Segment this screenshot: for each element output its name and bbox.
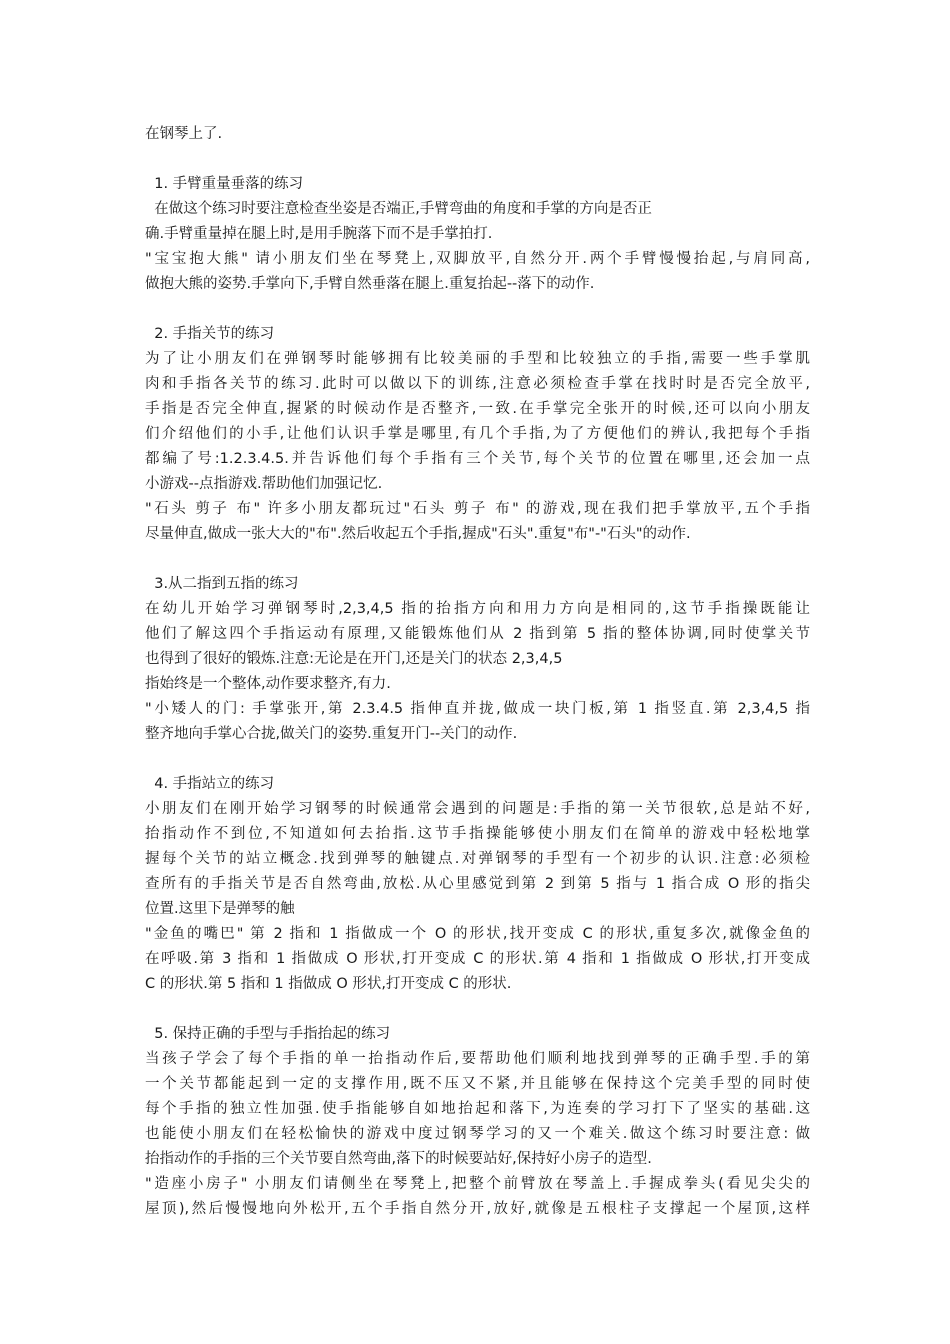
body-text-line: 整齐地向手掌心合拢,做关门的姿势.重复开门--关门的动作.	[145, 726, 518, 742]
paragraph-gap	[145, 547, 810, 572]
body-text-line: 一个关节都能起到一定的支撑作用,既不压又不紧,并且能够在保持这个完美手型的同时使	[145, 1076, 810, 1092]
body-text-line: "宝宝抱大熊" 请小朋友们坐在琴凳上,双脚放平,自然分开.两个手臂慢慢抬起,与肩同高,	[145, 251, 810, 267]
body-text-line: 每个手指的独立性加强.使手指能够自如地抬起和落下,为连奏的学习打下了坚实的基础.这	[145, 1101, 810, 1117]
section-heading: 1. 手臂重量垂落的练习	[145, 176, 304, 192]
body-text-line: 尽量伸直,做成一张大大的"布".然后收起五个手指,握成"石头".重复"布"-"石头"的动作.	[145, 526, 691, 542]
section-heading: 3.从二指到五指的练习	[145, 576, 299, 592]
body-text-line: 在呼吸.第 3 指和 1 指做成 O 形状,打开变成 C 的形状.第 4 指和 1 指做成 O 形状,打开变成	[145, 951, 810, 967]
paragraph-gap	[145, 997, 810, 1022]
body-text-line: "造座小房子" 小朋友们请侧坐在琴凳上,把整个前臂放在琴盖上.手握成拳头(看见尖尖的	[145, 1176, 810, 1192]
body-text-line: "小矮人的门: 手掌张开,第 2.3.4.5 指伸直并拢,做成一块门板,第 1 指竖直.第 2,3,4,5 指	[145, 701, 810, 717]
document-body	[145, 122, 810, 1222]
body-text-line: 肉和手指各关节的练习.此时可以做以下的训练,注意必须检查手掌在找时时是否完全放平,	[145, 376, 810, 392]
body-text-line: 握每个关节的站立概念.找到弹琴的触键点.对弹钢琴的手型有一个初步的认识.注意:必须检	[145, 851, 810, 867]
body-text-line: 位置.这里下是弹琴的触	[145, 901, 295, 917]
body-text-line: 手指是否完全伸直,握紧的时候动作是否整齐,一致.在手掌完全张开的时候,还可以向小朋友	[145, 401, 810, 417]
body-text-line: 指始终是一个整体,动作要求整齐,有力.	[145, 676, 391, 692]
body-text-line: "石头 剪子 布" 许多小朋友都玩过"石头 剪子 布" 的游戏,现在我们把手掌放平,五个手指	[145, 501, 810, 517]
body-text-line: C 的形状.第 5 指和 1 指做成 O 形状,打开变成 C 的形状.	[145, 976, 512, 992]
body-text-line: 当孩子学会了每个手指的单一抬指动作后,要帮助他们顺利地找到弹琴的正确手型.手的第	[145, 1051, 810, 1067]
body-text-line: 在幼儿开始学习弹钢琴时,2,3,4,5 指的抬指方向和用力方向是相同的,这节手指操既能让	[145, 601, 810, 617]
body-text-line: 也能使小朋友们在轻松愉快的游戏中度过钢琴学习的又一个难关.做这个练习时要注意: 做	[145, 1126, 810, 1142]
paragraph-gap	[145, 747, 810, 772]
body-text-line: 做抱大熊的姿势.手掌向下,手臂自然垂落在腿上.重复抬起--落下的动作.	[145, 276, 595, 292]
paragraph-gap	[145, 297, 810, 322]
body-text-line: 在做这个练习时要注意检查坐姿是否端正,手臂弯曲的角度和手掌的方向是否正	[145, 201, 652, 217]
body-text-line: 他们了解这四个手指运动有原理,又能锻炼他们从 2 指到第 5 指的整体协调,同时使掌关节	[145, 626, 810, 642]
paragraph-gap	[145, 147, 810, 172]
body-text-line: 为了让小朋友们在弹钢琴时能够拥有比较美丽的手型和比较独立的手指,需要一些手掌肌	[145, 351, 810, 367]
body-text-line: 屋顶),然后慢慢地向外松开,五个手指自然分开,放好,就像是五根柱子支撑起一个屋顶,这样	[145, 1201, 810, 1217]
body-text-line: 也得到了很好的锻炼.注意:无论是在开门,还是关门的状态 2,3,4,5	[145, 651, 563, 667]
body-text-line: "金鱼的嘴巴" 第 2 指和 1 指做成一个 O 的形状,找开变成 C 的形状,重复多次,就像金鱼的	[145, 926, 810, 942]
body-text-line: 们介绍他们的小手,让他们认识手掌是哪里,有几个手指,为了方便他们的辨认,我把每个手指	[145, 426, 810, 442]
body-text-line: 小游戏--点指游戏.帮助他们加强记忆.	[145, 476, 383, 492]
section-heading: 2. 手指关节的练习	[145, 326, 275, 342]
body-text-line: 抬指动作的手指的三个关节要自然弯曲,落下的时候要站好,保持好小房子的造型.	[145, 1151, 652, 1167]
section-heading: 4. 手指站立的练习	[145, 776, 275, 792]
body-text-line: 小朋友们在刚开始学习钢琴的时候通常会遇到的问题是:手指的第一关节很软,总是站不好,	[145, 801, 810, 817]
intro-line: 在钢琴上了.	[145, 126, 223, 142]
body-text-line: 查所有的手指关节是否自然弯曲,放松.从心里感觉到第 2 到第 5 指与 1 指合成 O 形的指尖	[145, 876, 810, 892]
body-text-line: 都编了号:1.2.3.4.5.并告诉他们每个手指有三个关节,每个关节的位置在哪里,还会加一点	[145, 451, 810, 467]
body-text-line: 确.手臂重量掉在腿上时,是用手腕落下而不是手掌拍打.	[145, 226, 493, 242]
body-text-line: 抬指动作不到位,不知道如何去抬指.这节手指操能够使小朋友们在简单的游戏中轻松地掌	[145, 826, 810, 842]
section-heading: 5. 保持正确的手型与手指抬起的练习	[145, 1026, 391, 1042]
